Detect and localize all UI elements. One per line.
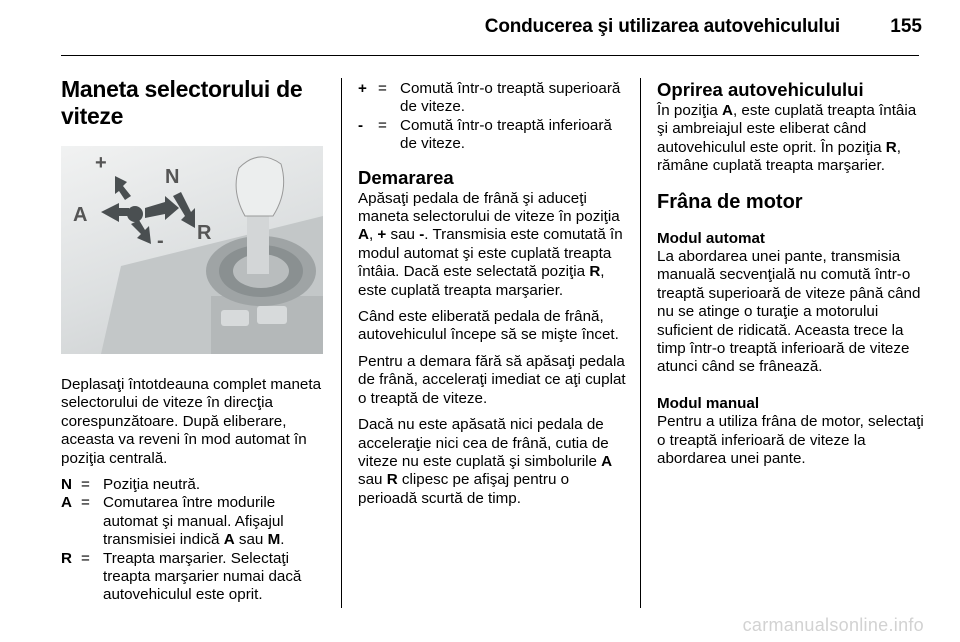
heading-oprire: Oprirea autovehiculului [657, 79, 864, 100]
section-title-gear-selector: Maneta selectorului de viteze [61, 76, 303, 129]
definition-row [358, 80, 626, 117]
definition-value: Comutarea între modurile automat şi manual. Afişajul transmisiei indică A sau M. [103, 494, 285, 549]
paragraph-demarare-1: Apăsaţi pedala de frână şi aduceţi maneta selectorului de viteze în poziţia A, + sau -. Transmisia este comutată în modul automat şi este cuplată treapta întâia. Dacă este selectată poziţia R, este cuplată treapta marşarier. [358, 189, 623, 299]
header-title: Conducerea şi utilizarea autovehiculului [484, 16, 840, 37]
heading-modul-manual: Modul manual [657, 394, 760, 412]
definition-row [61, 476, 323, 494]
illustration-label-n: N [165, 166, 180, 188]
column-2 [358, 80, 626, 516]
paragraph-demarare-2: Când este eliberată pedala de frână, autovehiculul începe să se mişte încet. [358, 308, 619, 344]
definition-equals: = [378, 116, 387, 134]
column-divider-1 [341, 78, 342, 608]
watermark: carmanualsonline.info [742, 615, 924, 635]
illustration-label-r: R [197, 222, 212, 244]
definition-equals: = [81, 476, 90, 494]
definition-value: Comută într-o treaptă inferioară de viteze. [400, 116, 612, 153]
paragraph-oprire: În poziţia A, este cuplată treapta întâia şi ambreiajul este eliberat când autovehiculul este oprit. În poziţia R, rămâne cuplată treapta marşarier. [657, 102, 917, 175]
column-3 [657, 80, 925, 477]
definition-key: N [61, 476, 72, 494]
definition-key: + [358, 80, 367, 97]
definition-key: A [61, 494, 72, 512]
gear-lever-drawing [61, 146, 323, 354]
illustration-label-plus: + [95, 152, 107, 174]
heading-frana-motor: Frâna de motor [657, 190, 803, 213]
shift-definitions [358, 80, 626, 154]
position-definitions [61, 476, 323, 605]
definition-value: Poziţia neutră. [103, 476, 201, 494]
paragraph-demarare-3: Pentru a demara fără să apăsaţi pedala de frână, acceleraţi imediat ce aţi cuplat o treaptă de viteze. [358, 352, 626, 407]
definition-equals: = [81, 494, 90, 512]
page-number: 155 [890, 16, 922, 37]
paragraph-modul-automat: La abordarea unei pante, transmisia manuală secvenţială nu comută într-o treaptă superioară de viteze până când nu se atinge o turaţie a motorului suficient de ridicată. Aceasta trece la timp într-o treaptă inferioară de viteze atunci când se frânează. [657, 248, 921, 376]
definition-key: - [358, 116, 364, 134]
header-rule [61, 55, 919, 56]
definition-value: Treapta marşarier. Selectaţi treapta marşarier numai dacă autovehiculul este oprit. [103, 549, 302, 604]
gear-selector-illustration [61, 146, 323, 354]
illustration-label-a: A [73, 204, 88, 226]
definition-row [61, 494, 323, 549]
illustration-label-minus: - [157, 230, 164, 252]
paragraph-demarare-4: Dacă nu este apăsată nici pedala de acceleraţie nici cea de frână, cutia de viteze nu este cuplată şi simbolurile A sau R clipesc pe afişaj pentru o perioadă scurtă de timp. [358, 416, 613, 507]
intro-paragraph: Deplasaţi întotdeauna complet maneta selectorului de viteze în direcţia corespunzătoare. După eliberare, aceasta va reveni în mod automat în poziţia centrală. [61, 376, 322, 467]
definition-value: Comută într-o treaptă superioară de viteze. [400, 80, 621, 116]
column-1 [61, 76, 323, 613]
column-divider-2 [640, 78, 641, 608]
definition-row [358, 117, 626, 154]
definition-equals: = [81, 549, 90, 567]
heading-demarare: Demararea [358, 166, 454, 188]
definition-key: R [61, 549, 72, 567]
definition-equals: = [378, 80, 387, 97]
heading-modul-automat: Modul automat [657, 229, 765, 247]
paragraph-modul-manual: Pentru a utiliza frâna de motor, selectaţi o treaptă inferioară de viteze la abordarea unei pante. [657, 413, 924, 468]
definition-row [61, 550, 323, 605]
